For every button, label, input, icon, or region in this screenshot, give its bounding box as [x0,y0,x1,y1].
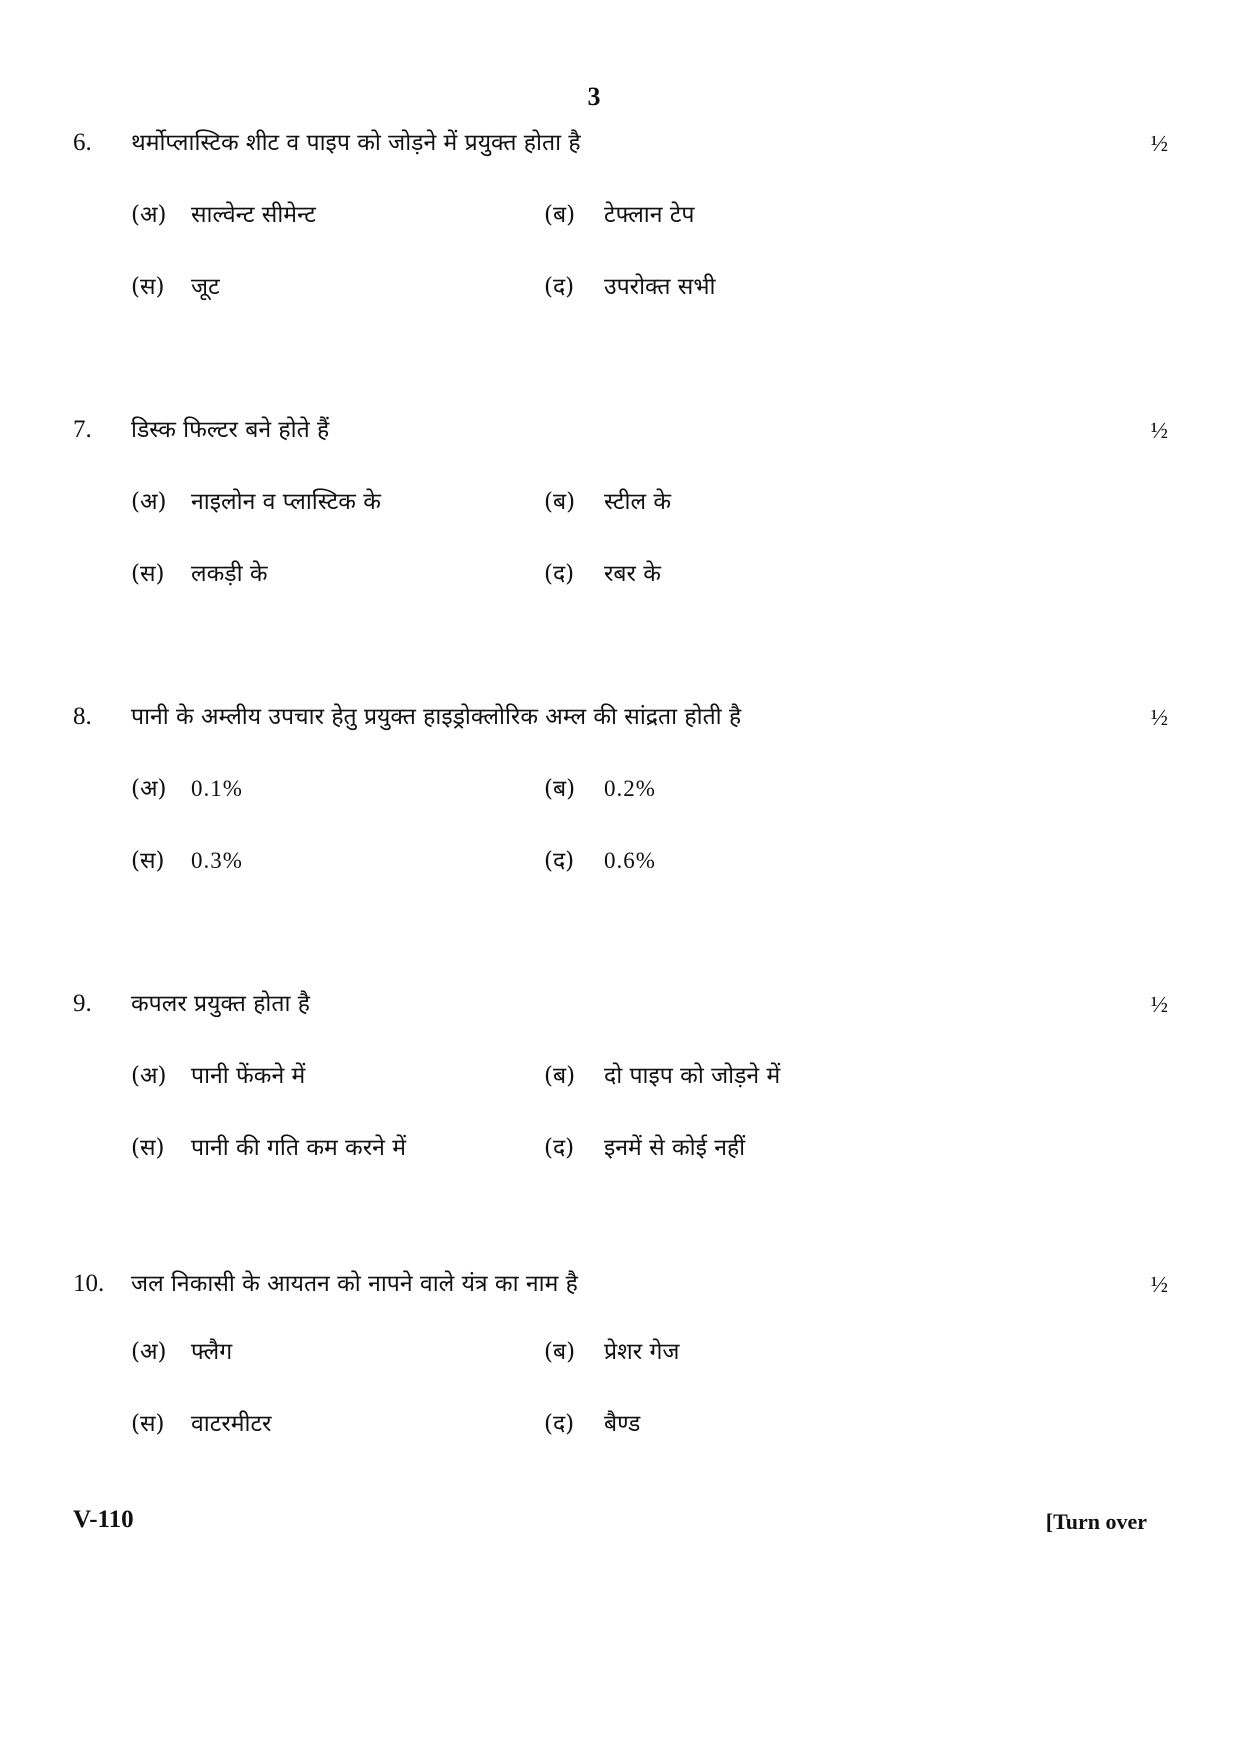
option-a [131,484,381,516]
option-a [131,771,243,803]
option-d [544,1406,640,1438]
option-label: (द) [544,848,575,874]
option-label: (ब) [544,489,576,515]
option-label: (अ) [131,1063,167,1089]
option-label: (ब) [544,202,576,228]
question-number: 10. [73,1270,105,1297]
option-label: (द) [544,561,575,587]
option-label: (अ) [131,1339,167,1365]
option-d [544,556,661,588]
option-text: प्रेशर गेज [604,1339,680,1365]
option-d [544,269,715,301]
option-text: इनमें से कोई नहीं [604,1135,746,1161]
option-label: (द) [544,1135,575,1161]
question-text: जल निकासी के आयतन को नापने वाले यंत्र का नाम है [131,1271,578,1297]
option-c [131,843,243,875]
option-text: लकड़ी के [191,561,268,587]
option-label: (ब) [544,776,576,802]
option-c [131,269,220,301]
option-text: उपरोक्त सभी [604,274,716,300]
option-d [544,843,656,875]
option-a [131,1058,305,1090]
option-text: 0.2% [604,776,656,801]
option-c [131,1406,271,1438]
option-b [544,197,694,229]
question-text: डिस्क फिल्टर बने होते हैं [131,417,330,443]
option-text: बैण्ड [604,1411,641,1437]
question-number: 8. [73,703,92,730]
question-number: 9. [73,990,92,1017]
option-text: पानी की गति कम करने में [191,1135,406,1161]
option-text: 0.1% [191,776,243,801]
paper-code: V-110 [73,1506,134,1533]
option-text: रबर के [604,561,661,587]
option-label: (अ) [131,776,167,802]
question-marks: ½ [1150,418,1168,443]
option-b [544,1058,780,1090]
option-label: (द) [544,1411,575,1437]
option-label: (स) [131,561,165,587]
option-label: (द) [544,274,575,300]
option-text: 0.6% [604,848,656,873]
question-marks: ½ [1150,1272,1168,1297]
option-label: (ब) [544,1063,576,1089]
option-text: नाइलोन व प्लास्टिक के [191,489,381,515]
question-text: थर्मोप्लास्टिक शीट व पाइप को जोड़ने में प्रयुक्त होता है [131,130,581,156]
option-text: फ्लैग [191,1339,233,1365]
option-b [544,484,671,516]
question-text: कपलर प्रयुक्त होता है [131,991,310,1017]
option-c [131,1130,406,1162]
question-number: 6. [73,129,92,156]
option-text: दो पाइप को जोड़ने में [604,1063,781,1089]
option-c [131,556,268,588]
option-text: पानी फेंकने में [191,1063,306,1089]
option-b [544,771,656,803]
option-text: स्टील के [604,489,672,515]
option-label: (ब) [544,1339,576,1365]
option-b [544,1334,679,1366]
turn-over-note: [Turn over [1045,1509,1147,1534]
option-text: 0.3% [191,848,243,873]
option-label: (अ) [131,202,167,228]
page-number: 3 [587,82,601,111]
option-label: (स) [131,1135,165,1161]
question-6 [0,129,1241,359]
option-text: साल्वेन्ट सीमेन्ट [191,202,316,228]
option-label: (स) [131,274,165,300]
question-number: 7. [73,416,92,443]
question-7 [0,416,1241,646]
question-marks: ½ [1150,705,1168,730]
option-d [544,1130,745,1162]
question-text: पानी के अम्लीय उपचार हेतु प्रयुक्त हाइड्रोक्लोरिक अम्ल की सांद्रता होती है [131,704,742,730]
option-a [131,197,316,229]
question-marks: ½ [1150,992,1168,1017]
question-marks: ½ [1150,131,1168,156]
option-a [131,1334,232,1366]
option-label: (स) [131,1411,165,1437]
question-9 [0,990,1241,1220]
option-text: वाटरमीटर [191,1411,272,1437]
option-label: (स) [131,848,165,874]
option-label: (अ) [131,489,167,515]
option-text: जूट [191,274,220,300]
question-8 [0,703,1241,933]
question-10 [0,1270,1241,1500]
option-text: टेफ्लान टेप [604,202,695,228]
